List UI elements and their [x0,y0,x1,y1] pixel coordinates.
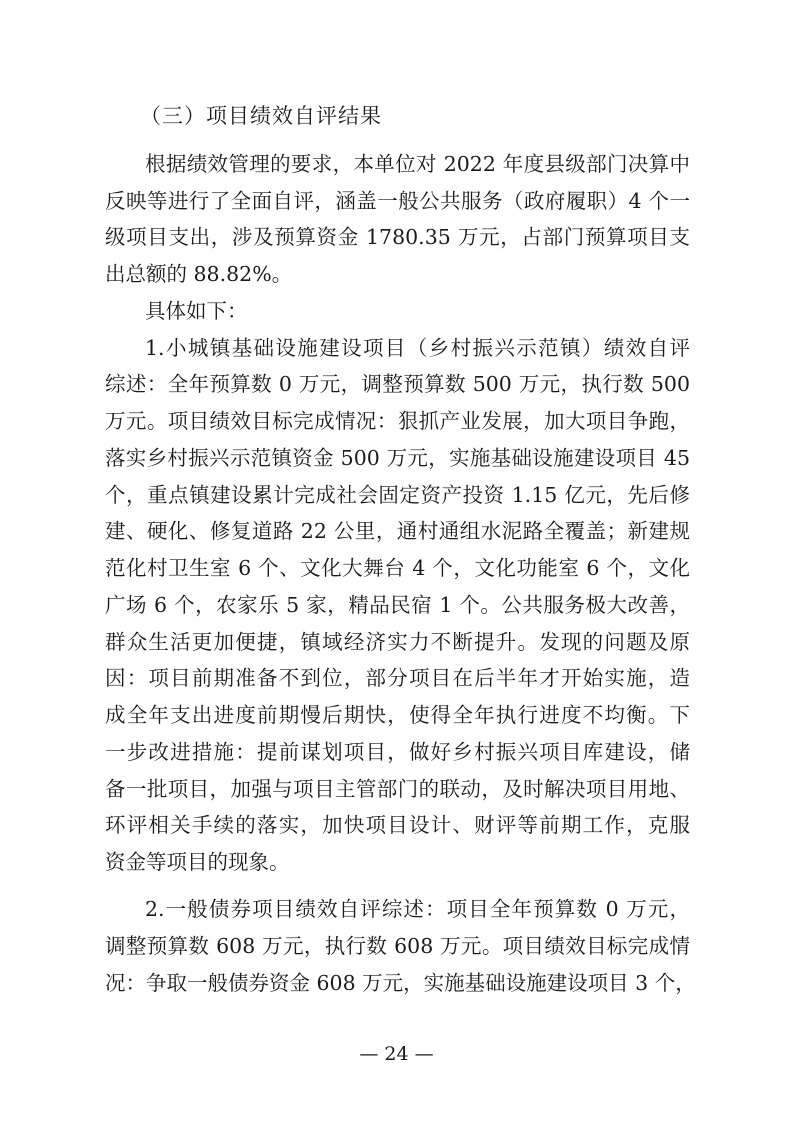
paragraph-line: 资金等项目的现象。 [105,850,290,874]
paragraph-line: 调整预算数 608 万元，执行数 608 万元。项目绩效目标完成情 [105,934,690,958]
section-heading: （三）项目绩效自评结果 [140,104,382,128]
paragraph-line: 反映等进行了全面自评，涵盖一般公共服务（政府履职）4 个一 [105,189,690,213]
paragraph-line: 因：项目前期准备不到位，部分项目在后半年才开始实施，造 [105,666,690,690]
paragraph-line: 根据绩效管理的要求，本单位对 2022 年度县级部门决算中 [145,152,690,176]
paragraph-line: 级项目支出，涉及预算资金 1780.35 万元，占部门预算项目支 [105,225,690,249]
paragraph-line: 个，重点镇建设累计完成社会固定资产投资 1.15 亿元，先后修 [105,483,690,507]
paragraph-line: 综述：全年预算数 0 万元，调整预算数 500 万元，执行数 500 [105,372,690,396]
paragraph-line: 1.小城镇基础设施建设项目（乡村振兴示范镇）绩效自评 [145,336,690,360]
paragraph-line: 况：争取一般债券资金 608 万元，实施基础设施建设项目 3 个， [105,971,696,995]
paragraph-line: 出总额的 88.82%。 [105,262,293,286]
paragraph-line: 范化村卫生室 6 个、文化大舞台 4 个，文化功能室 6 个，文化 [105,556,690,580]
paragraph-line: 成全年支出进度前期慢后期快，使得全年执行进度不均衡。下 [105,703,690,727]
paragraph-line: 一步改进措施：提前谋划项目，做好乡村振兴项目库建设，储 [105,740,690,764]
paragraph-line: 落实乡村振兴示范镇资金 500 万元，实施基础设施建设项目 45 [105,446,690,470]
paragraph-line: 万元。项目绩效目标完成情况：狠抓产业发展，加大项目争跑， [105,409,690,433]
paragraph-line: 备一批项目，加强与项目主管部门的联动，及时解决项目用地、 [105,777,690,801]
paragraph-line: 具体如下： [145,299,248,323]
paragraph-line: 环评相关手续的落实，加快项目设计、财评等前期工作，克服 [105,813,690,837]
page-number: — 24 — [359,1043,434,1065]
paragraph-line: 广场 6 个，农家乐 5 家，精品民宿 1 个。公共服务极大改善， [105,593,690,617]
paragraph-line: 建、硬化、修复道路 22 公里，通村通组水泥路全覆盖；新建规 [105,519,690,543]
paragraph-line: 群众生活更加便捷，镇域经济实力不断提升。发现的问题及原 [105,630,690,654]
paragraph-line: 2.一般债券项目绩效自评综述：项目全年预算数 0 万元， [145,897,690,921]
